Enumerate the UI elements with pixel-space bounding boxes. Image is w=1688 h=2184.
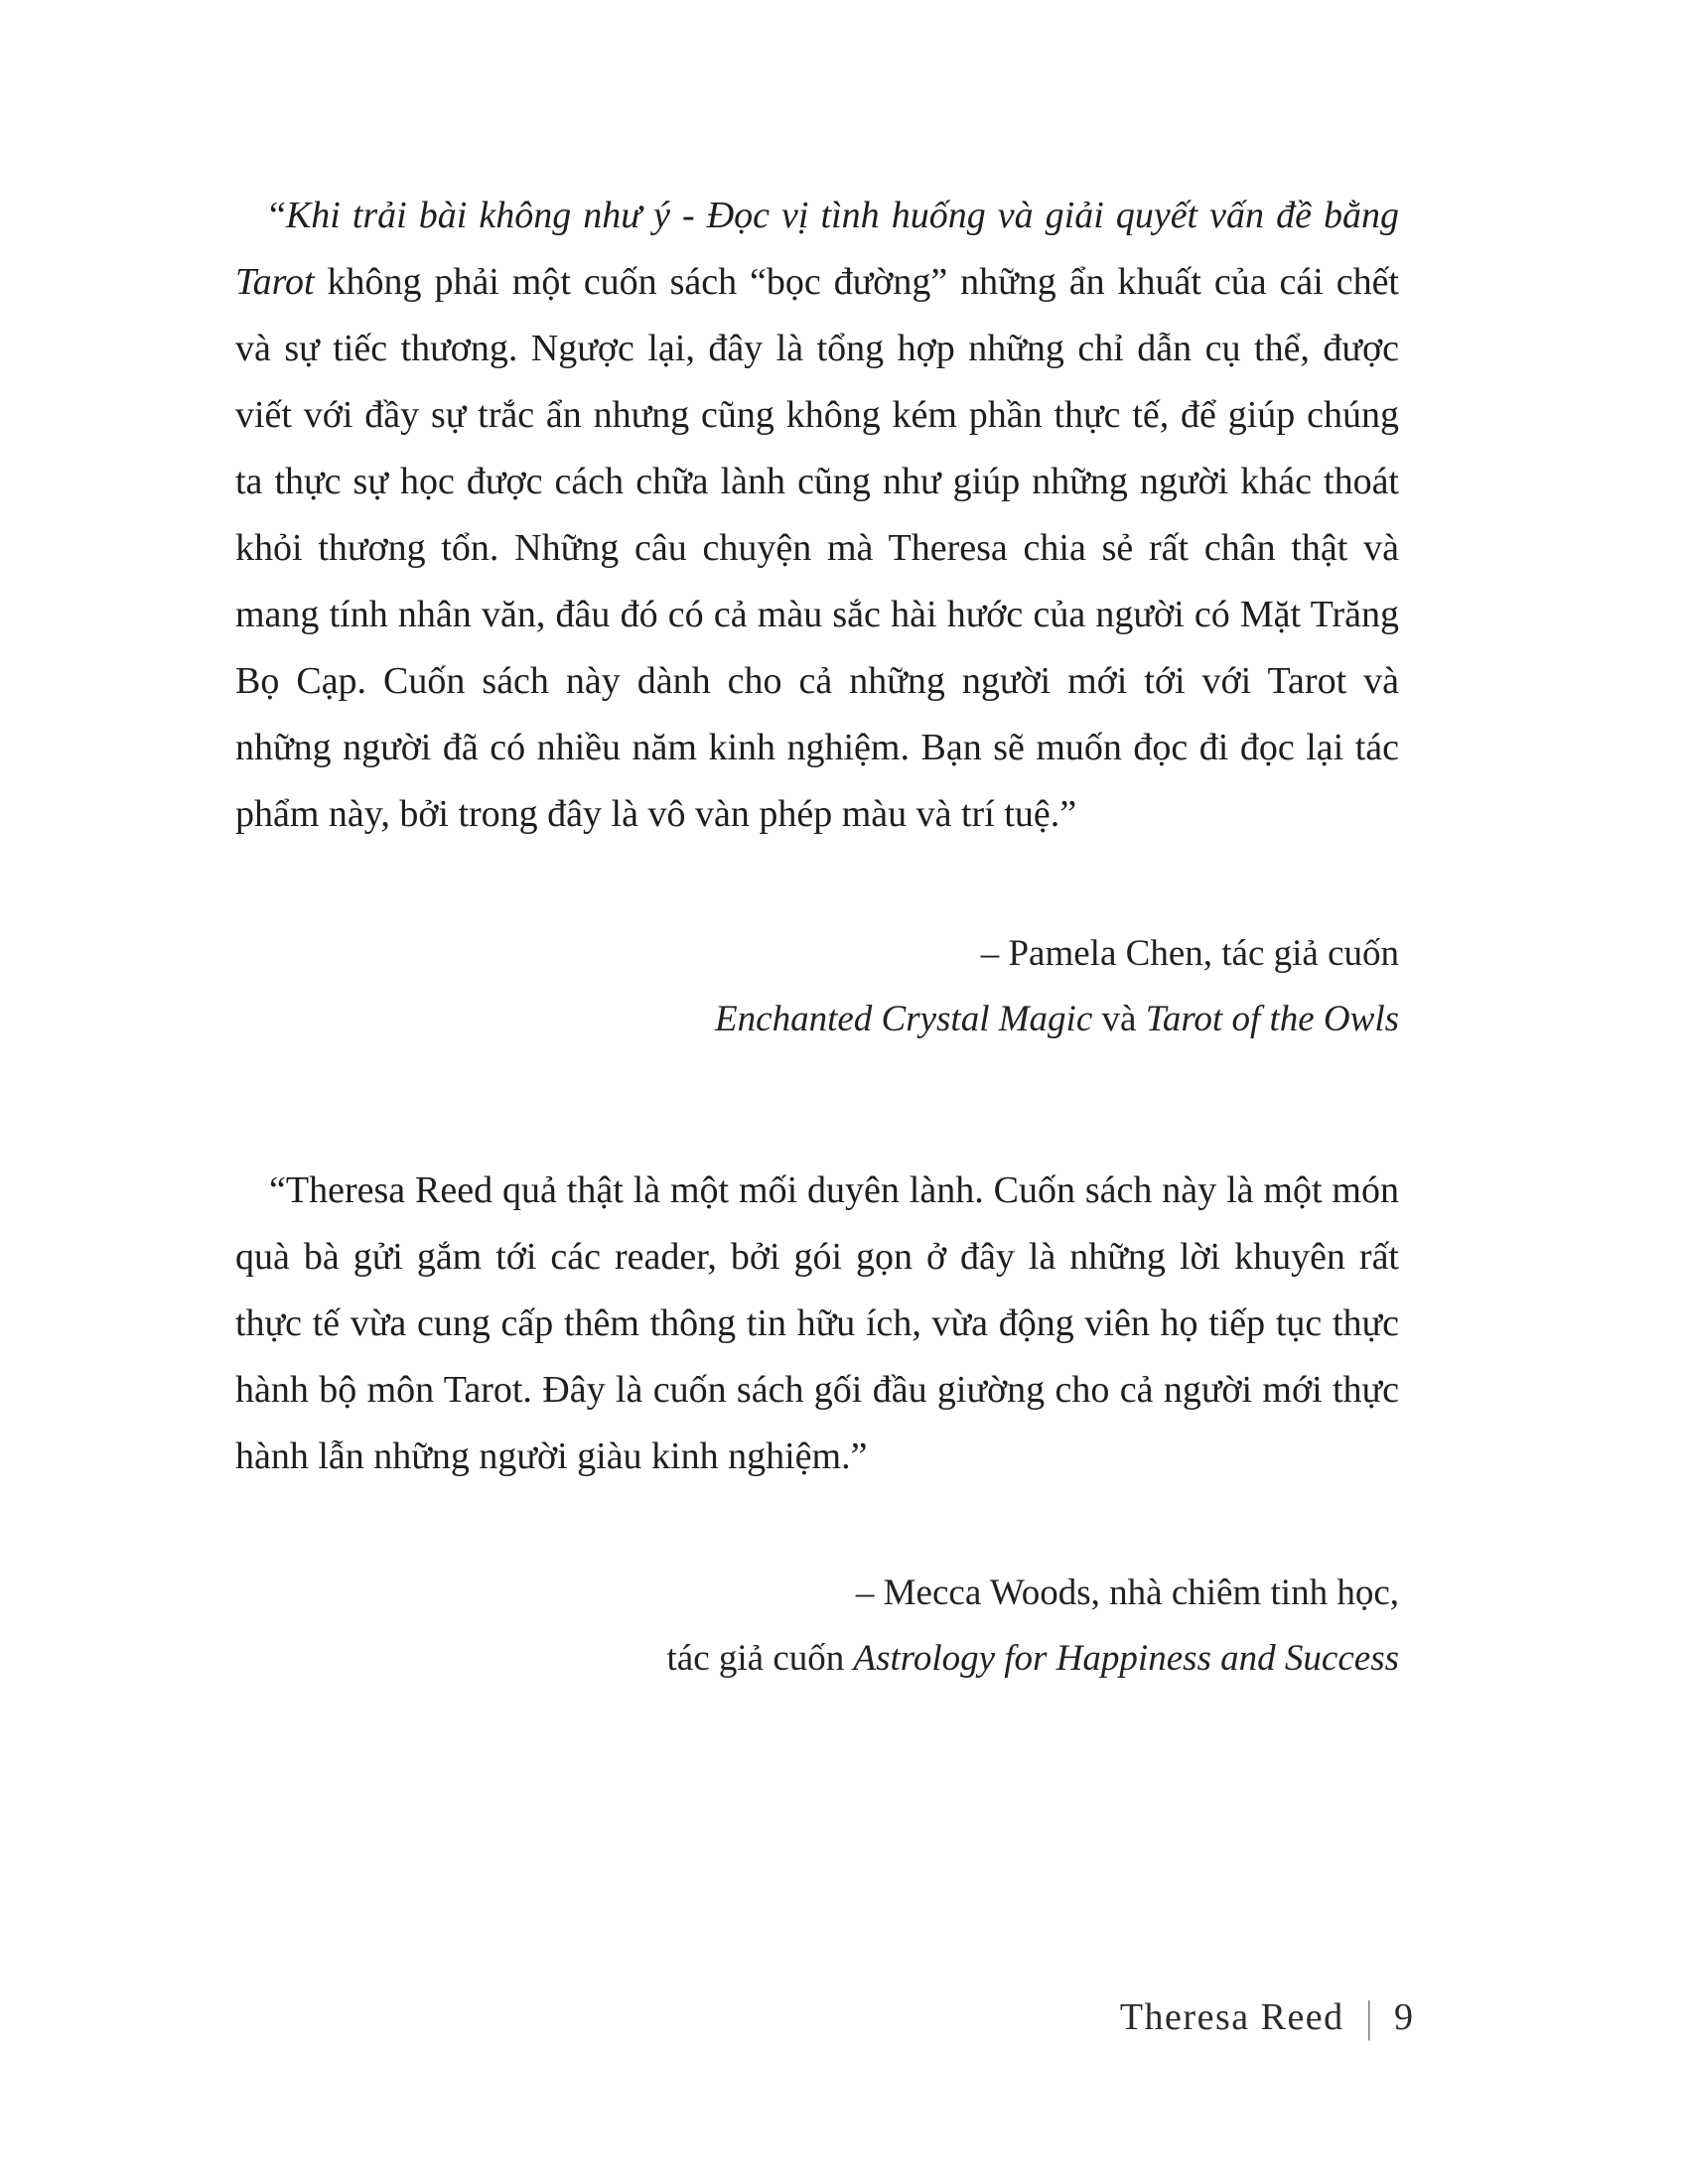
attribution-mecca-prefix: tác giả cuốn	[666, 1638, 854, 1679]
attribution-pamela	[235, 921, 1399, 1052]
footer-author-name: Theresa Reed	[1119, 1996, 1344, 2038]
attribution-pamela-work-1: Enchanted Crystal Magic	[715, 999, 1093, 1039]
attribution-mecca-author: – Mecca Woods, nhà chiêm tinh học,	[855, 1572, 1399, 1613]
quote-mecca-paragraph	[235, 1158, 1399, 1490]
attribution-pamela-work-2: Tarot of the Owls	[1145, 999, 1399, 1039]
attribution-pamela-works-line	[235, 987, 1399, 1052]
footer-separator: |	[1366, 1992, 1372, 2041]
testimonial-quote-pamela	[235, 183, 1399, 848]
attribution-pamela-connector: và	[1092, 999, 1146, 1039]
testimonial-quote-mecca	[235, 1158, 1399, 1490]
attribution-pamela-author-line	[235, 921, 1399, 987]
quoted-book-title: Khi trải bài không như ý - Đọc vị tình huống và giải quyết vấn đề bằng Tarot	[235, 195, 1399, 303]
quote-pamela-body-text: không phải một cuốn sách “bọc đường” những ẩn khuất của cái chết và sự tiếc thương. Ngược lại, đây là tổng hợp những chỉ dẫn cụ thể, được viết với đầy sự trắc ẩn nhưng cũng không kém phần thực tế, để giúp chúng ta thực sự học được cách chữa lành cũng như giúp những người khác thoát khỏi thương tổn. Những câu chuyện mà Theresa chia sẻ rất chân thật và mang tính nhân văn, đâu đó có cả màu sắc hài hước của người có Mặt Trăng Bọ Cạp. Cuốn sách này dành cho cả những người mới tới với Tarot và những người đã có nhiều năm kinh nghiệm. Bạn sẽ muốn đọc đi đọc lại tác phẩm này, bởi trong đây là vô vàn phép màu và trí tuệ.”	[235, 261, 1399, 835]
quote-open-mark: “	[269, 195, 286, 236]
footer-page-number: 9	[1394, 1996, 1413, 2038]
attribution-pamela-author: – Pamela Chen, tác giả cuốn	[980, 933, 1399, 974]
quote-mecca-body-text: “Theresa Reed quả thật là một mối duyên lành. Cuốn sách này là một món quà bà gửi gắm tới các reader, bởi gói gọn ở đây là những lời khuyên rất thực tế vừa cung cấp thêm thông tin hữu ích, vừa động viên họ tiếp tục thực hành bộ môn Tarot. Đây là cuốn sách gối đầu giường cho cả người mới thực hành lẫn những người giàu kinh nghiệm.”	[235, 1169, 1399, 1477]
attribution-mecca-work-1: Astrology for Happiness and Success	[853, 1638, 1399, 1679]
attribution-mecca-author-line	[235, 1561, 1399, 1626]
attribution-mecca-works-line	[235, 1626, 1399, 1692]
attribution-mecca	[235, 1561, 1399, 1692]
quote-pamela-paragraph	[235, 183, 1399, 848]
page-footer	[1119, 1992, 1413, 2041]
